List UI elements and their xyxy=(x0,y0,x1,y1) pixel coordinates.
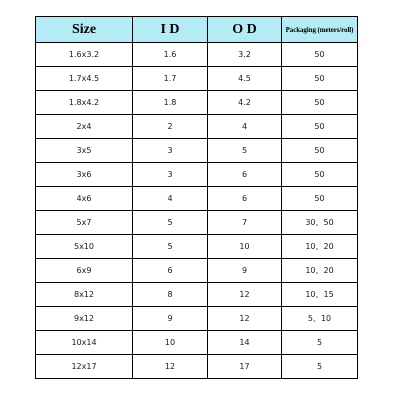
cell-size: 5x7 xyxy=(36,211,133,235)
table-row xyxy=(36,283,358,307)
cell-outer-diameter: 12 xyxy=(208,307,282,331)
header-size: Size xyxy=(36,17,133,43)
cell-packaging: 50 xyxy=(282,43,358,67)
cell-packaging: 10、20 xyxy=(282,235,358,259)
table-row xyxy=(36,139,358,163)
cell-packaging: 5 xyxy=(282,355,358,379)
cell-packaging: 50 xyxy=(282,139,358,163)
cell-outer-diameter: 7 xyxy=(208,211,282,235)
cell-outer-diameter: 4.5 xyxy=(208,67,282,91)
table-row xyxy=(36,355,358,379)
table-row xyxy=(36,331,358,355)
table-row xyxy=(36,43,358,67)
size-spec-table xyxy=(35,16,358,379)
cell-inner-diameter: 8 xyxy=(133,283,208,307)
cell-size: 3x6 xyxy=(36,163,133,187)
table-header xyxy=(36,17,358,43)
cell-packaging: 10、15 xyxy=(282,283,358,307)
cell-packaging: 5 xyxy=(282,331,358,355)
cell-packaging: 50 xyxy=(282,163,358,187)
cell-packaging: 30、50 xyxy=(282,211,358,235)
cell-size: 4x6 xyxy=(36,187,133,211)
cell-inner-diameter: 1.7 xyxy=(133,67,208,91)
cell-size: 1.7x4.5 xyxy=(36,67,133,91)
cell-inner-diameter: 2 xyxy=(133,115,208,139)
cell-inner-diameter: 12 xyxy=(133,355,208,379)
table-row xyxy=(36,91,358,115)
cell-outer-diameter: 10 xyxy=(208,235,282,259)
table-row xyxy=(36,67,358,91)
cell-inner-diameter: 9 xyxy=(133,307,208,331)
cell-inner-diameter: 1.8 xyxy=(133,91,208,115)
cell-size: 6x9 xyxy=(36,259,133,283)
cell-packaging: 50 xyxy=(282,91,358,115)
table-row xyxy=(36,115,358,139)
cell-size: 9x12 xyxy=(36,307,133,331)
cell-size: 3x5 xyxy=(36,139,133,163)
cell-inner-diameter: 5 xyxy=(133,211,208,235)
cell-inner-diameter: 5 xyxy=(133,235,208,259)
table-body xyxy=(36,43,358,379)
cell-packaging: 50 xyxy=(282,115,358,139)
cell-packaging: 50 xyxy=(282,187,358,211)
cell-packaging: 5、10 xyxy=(282,307,358,331)
cell-outer-diameter: 14 xyxy=(208,331,282,355)
cell-size: 12x17 xyxy=(36,355,133,379)
cell-packaging: 10、20 xyxy=(282,259,358,283)
cell-outer-diameter: 12 xyxy=(208,283,282,307)
header-outer-diameter: O D xyxy=(208,17,282,43)
cell-inner-diameter: 1.6 xyxy=(133,43,208,67)
cell-packaging: 50 xyxy=(282,67,358,91)
table-row xyxy=(36,235,358,259)
table-row xyxy=(36,163,358,187)
cell-inner-diameter: 3 xyxy=(133,163,208,187)
cell-outer-diameter: 17 xyxy=(208,355,282,379)
cell-outer-diameter: 4 xyxy=(208,115,282,139)
cell-outer-diameter: 4.2 xyxy=(208,91,282,115)
cell-size: 2x4 xyxy=(36,115,133,139)
cell-inner-diameter: 3 xyxy=(133,139,208,163)
cell-size: 5x10 xyxy=(36,235,133,259)
cell-inner-diameter: 10 xyxy=(133,331,208,355)
header-inner-diameter: I D xyxy=(133,17,208,43)
table-row xyxy=(36,211,358,235)
cell-size: 10x14 xyxy=(36,331,133,355)
cell-outer-diameter: 9 xyxy=(208,259,282,283)
table-row xyxy=(36,307,358,331)
cell-inner-diameter: 4 xyxy=(133,187,208,211)
cell-size: 1.6x3.2 xyxy=(36,43,133,67)
cell-inner-diameter: 6 xyxy=(133,259,208,283)
cell-outer-diameter: 6 xyxy=(208,187,282,211)
cell-outer-diameter: 5 xyxy=(208,139,282,163)
cell-size: 8x12 xyxy=(36,283,133,307)
cell-outer-diameter: 3.2 xyxy=(208,43,282,67)
cell-size: 1.8x4.2 xyxy=(36,91,133,115)
cell-outer-diameter: 6 xyxy=(208,163,282,187)
header-row xyxy=(36,17,358,43)
table-row xyxy=(36,259,358,283)
table-row xyxy=(36,187,358,211)
header-packaging: Packaging (meters/roll) xyxy=(282,17,358,43)
